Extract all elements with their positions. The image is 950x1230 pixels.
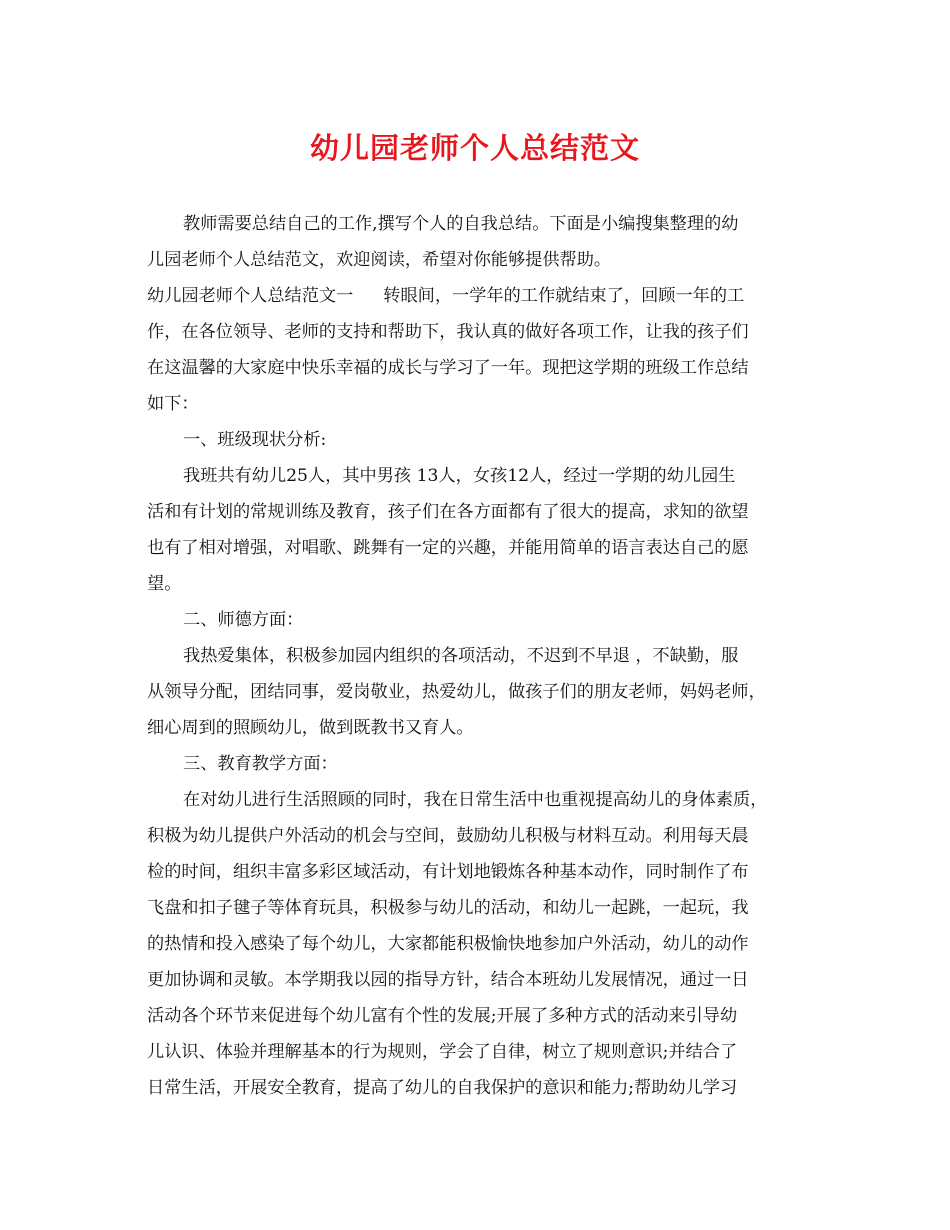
paragraph-text: 转眼间，一学年的工作就结束了，回顾一年的工 [383,286,745,306]
paragraph-line: 我热爱集体，积极参加园内组织的各项活动，不迟到不早退 ，不缺勤，服 [183,646,739,666]
paragraph-line: 飞盘和扣子毽子等体育玩具，积极参与幼儿的活动，和幼儿一起跳，一起玩，我 [147,898,749,918]
paragraph-line: 作，在各位领导、老师的支持和帮助下，我认真的做好各项工作，让我的孩子们 [147,322,749,342]
paragraph-line: 我班共有幼儿25人，其中男孩 13人，女孩12人，经过一学期的幼儿园生 [183,466,736,486]
paragraph-line: 在这温馨的大家庭中快乐幸福的成长与学习了一年。现把这学期的班级工作总结 [147,358,749,378]
paragraph-line: 教师需要总结自己的工作,撰写个人的自我总结。下面是小编搜集整理的幼 [183,214,739,234]
document-title: 幼儿园老师个人总结范文 [309,131,640,165]
paragraph-line: 检的时间，组织丰富多彩区域活动，有计划地锻炼各种基本动作，同时制作了布 [147,862,749,882]
paragraph-line: 儿认识、体验并理解基本的行为规则，学会了自律，树立了规则意识;并结合了 [147,1042,738,1062]
section-heading: 幼儿园老师个人总结范文一 [147,286,354,306]
paragraph-line: 积极为幼儿提供户外活动的机会与空间，鼓励幼儿积极与材料互动。利用每天晨 [147,826,749,846]
paragraph-line: 在对幼儿进行生活照顾的同时，我在日常生活中也重视提高幼儿的身体素质， [183,790,768,810]
paragraph-line: 的热情和投入感染了每个幼儿，大家都能积极愉快地参加户外活动，幼儿的动作 [147,934,749,954]
paragraph-line: 更加协调和灵敏。本学期我以园的指导方针，结合本班幼儿发展情况，通过一日 [147,970,749,990]
paragraph-line: 也有了相对增强，对唱歌、跳舞有一定的兴趣，并能用简单的语言表达自己的愿 [147,538,749,558]
paragraph-line: 日常生活，开展安全教育，提高了幼儿的自我保护的意识和能力;帮助幼儿学习 [147,1078,738,1098]
section-heading: 三、教育教学方面： [183,754,338,774]
paragraph-line: 活和有计划的常规训练及教育，孩子们在各方面都有了很大的提高，求知的欲望 [147,502,749,522]
section-heading: 二、师德方面： [183,610,304,630]
paragraph-line: 如下： [147,394,199,414]
paragraph-line: 望。 [147,574,182,594]
paragraph-line: 儿园老师个人总结范文，欢迎阅读，希望对你能够提供帮助。 [147,250,612,270]
paragraph-line: 活动各个环节来促进每个幼儿富有个性的发展;开展了多种方式的活动来引导幼 [147,1006,738,1026]
section-heading: 一、班级现状分析: [183,430,327,450]
paragraph-line: 从领导分配，团结同事，爱岗敬业，热爱幼儿，做孩子们的朋友老师，妈妈老师， [147,682,766,702]
section-heading-line [147,278,819,314]
document-body [147,206,819,1106]
paragraph-line: 细心周到的照顾幼儿，做到既教书又育人。 [147,718,474,738]
